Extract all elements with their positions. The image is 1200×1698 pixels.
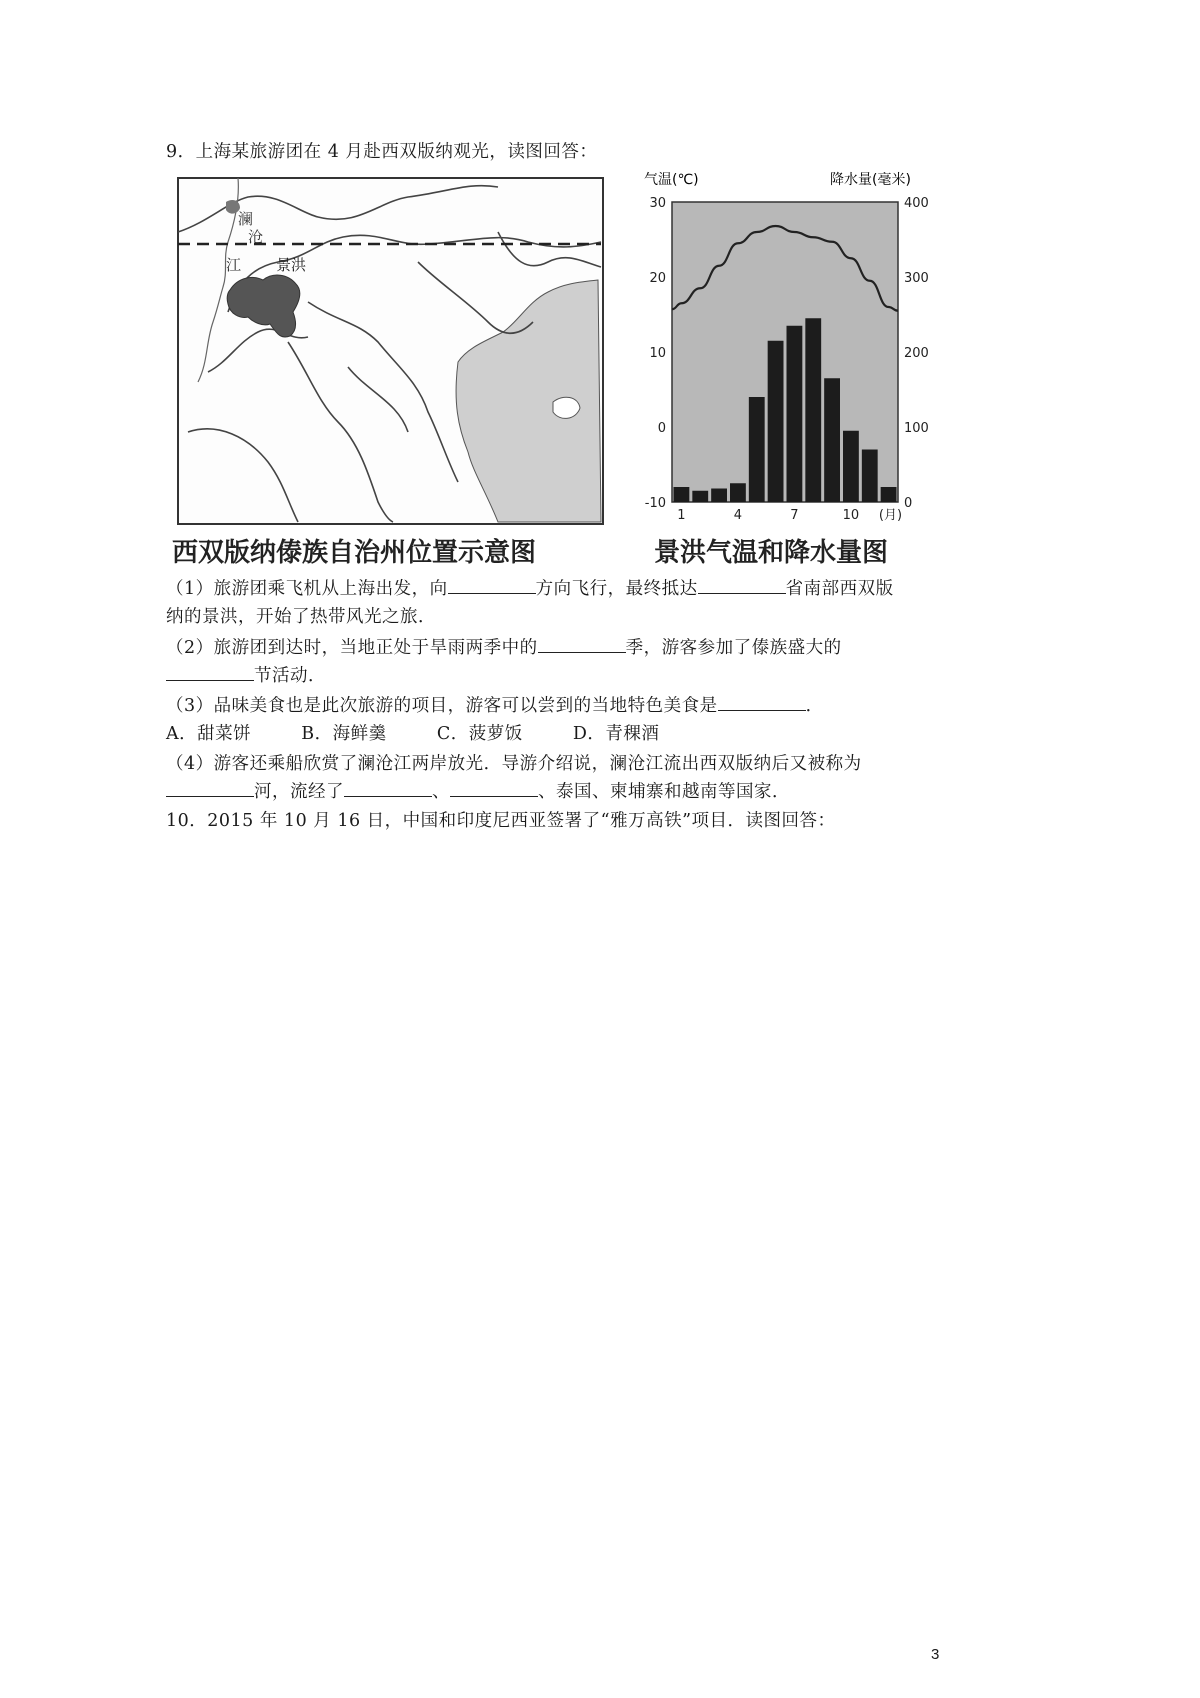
- temp-tick-label: 0: [657, 421, 666, 436]
- lancang-label-3: 江: [226, 256, 242, 274]
- precip-bar-month-10: [843, 431, 859, 502]
- precip-tick-label: 0: [904, 496, 913, 511]
- answer-blank-food[interactable]: [718, 693, 806, 712]
- precip-bar-month-7: [787, 326, 803, 502]
- precip-tick-label: 300: [904, 271, 929, 286]
- precip-bar-month-6: [768, 341, 784, 502]
- precip-tick-label: 100: [904, 421, 929, 436]
- q9-sub1-line2: 纳的景洪，开始了热带风光之旅．: [166, 607, 436, 627]
- precip-bar-month-5: [749, 397, 765, 502]
- q9-sub2-line2: 节活动．: [166, 662, 326, 687]
- q9-sub1-line1: （1）旅游团乘飞机从上海出发，向 方向飞行，最终抵达 省南部西双版: [166, 575, 894, 600]
- q9-stem: 9．上海某旅游团在 4 月赴西双版纳观光，读图回答：: [166, 142, 598, 162]
- month-tick-label: 10: [842, 508, 860, 523]
- option-b[interactable]: B．海鲜羹: [301, 724, 387, 744]
- option-d[interactable]: D．青稞酒: [572, 724, 660, 744]
- q10-stem: 10．2015 年 10 月 16 日，中国和印度尼西亚签署了“雅万高铁”项目．读图回答：: [166, 811, 836, 831]
- map-caption: 西双版纳傣族自治州位置示意图: [172, 538, 537, 568]
- precip-bar-month-9: [824, 378, 840, 502]
- xishuangbanna-location-map: [168, 172, 608, 527]
- q9-sub2-line1: （2）旅游团到达时，当地正处于旱雨两季中的 季，游客参加了傣族盛大的: [166, 634, 842, 659]
- q9-sub3: （3）品味美食也是此次旅游的项目，游客可以尝到的当地特色美食是 ．: [166, 692, 824, 717]
- month-axis-unit: (月): [878, 508, 903, 523]
- month-tick-label: 4: [733, 508, 743, 523]
- precip-bar-month-4: [730, 483, 746, 502]
- precip-bar-month-8: [805, 318, 821, 502]
- option-c[interactable]: C．菠萝饭: [436, 724, 523, 744]
- answer-blank-province[interactable]: [698, 576, 786, 595]
- answer-blank-festival[interactable]: [166, 663, 254, 682]
- answer-blank-river[interactable]: [166, 779, 254, 798]
- lancang-label-2: 沧: [248, 228, 264, 246]
- precip-bar-month-12: [881, 487, 897, 502]
- temp-axis-label: 气温(℃): [644, 172, 699, 188]
- temp-tick-label: -10: [644, 496, 666, 511]
- page-number: 3: [931, 1646, 940, 1663]
- month-tick-label: 7: [790, 508, 799, 523]
- lancang-label-1: 澜: [238, 210, 254, 228]
- precip-bar-month-2: [692, 491, 708, 502]
- temp-tick-label: 20: [649, 271, 666, 286]
- answer-blank-direction[interactable]: [448, 576, 536, 595]
- temp-tick-label: 30: [649, 196, 666, 211]
- answer-blank-country-2[interactable]: [450, 779, 538, 798]
- q9-sub3-options: [166, 720, 659, 745]
- jinghong-climate-chart: [632, 166, 942, 526]
- climate-caption: 景洪气温和降水量图: [654, 538, 889, 568]
- answer-blank-season[interactable]: [538, 635, 626, 654]
- precip-axis-label: 降水量(毫米): [830, 172, 911, 188]
- q9-sub4-line1: （4）游客还乘船欣赏了澜沧江两岸放光．导游介绍说，澜沧江流出西双版纳后又被称为: [166, 754, 862, 774]
- precip-tick-label: 400: [904, 196, 929, 211]
- precip-bar-month-3: [711, 489, 727, 503]
- option-a[interactable]: A．甜菜饼: [166, 724, 252, 744]
- month-tick-label: 1: [677, 508, 686, 523]
- precip-tick-label: 200: [904, 346, 929, 361]
- precip-bar-month-11: [862, 450, 878, 503]
- answer-blank-country-1[interactable]: [344, 779, 432, 798]
- precip-bar-month-1: [674, 487, 690, 502]
- temp-tick-label: 10: [649, 346, 666, 361]
- q9-sub4-line2: 河，流经了 、 、泰国、柬埔寨和越南等国家．: [166, 778, 790, 803]
- jinghong-label: 景洪: [276, 256, 307, 274]
